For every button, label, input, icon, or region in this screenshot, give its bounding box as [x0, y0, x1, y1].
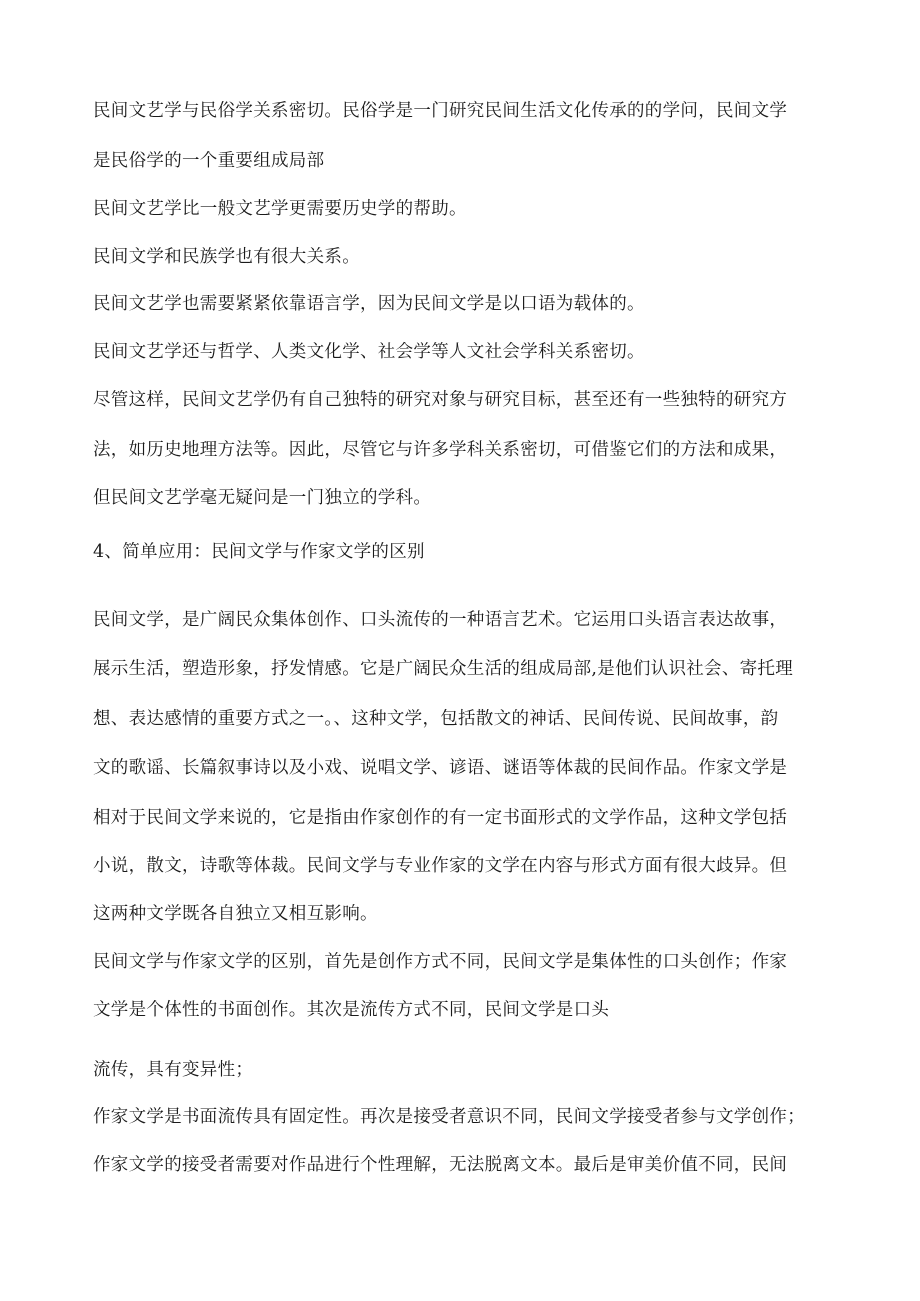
- text-line: 作家文学是书面流传具有固定性。再次是接受者意识不同，民间文学接受者参与文学创作；: [93, 1107, 805, 1127]
- text-line: 民间文学，是广阔民众集体创作、口头流传的一种语言艺术。它运用口头语言表达故事，: [93, 610, 788, 630]
- text-line: 民间文学与作家文学的区别，首先是创作方式不同，民间文学是集体性的口头创作；作家: [93, 952, 788, 972]
- text-line: 是民俗学的一个重要组成局部: [93, 151, 325, 171]
- text-line: 尽管这样，民间文艺学仍有自己独特的研究对象与研究目标，甚至还有一些独特的研究方: [93, 390, 788, 410]
- section-heading: 4、简单应用：民间文学与作家文学的区别: [93, 542, 425, 562]
- text-line: 民间文学和民族学也有很大关系。: [93, 247, 360, 267]
- text-line: 民间文艺学也需要紧紧依靠语言学，因为民间文学是以口语为载体的。: [93, 294, 645, 314]
- text-line: 这两种文学既各自独立又相互影响。: [93, 904, 378, 924]
- text-line: 小说，散文，诗歌等体裁。民间文学与专业作家的文学在内容与形式方面有很大歧异。但: [93, 856, 788, 876]
- text-line: 民间文艺学与民俗学关系密切。民俗学是一门研究民间生活文化传承的的学问，民间文学: [93, 101, 788, 121]
- text-line: 作家文学的接受者需要对作品进行个性理解，无法脱离文本。最后是审美价值不同，民间: [93, 1155, 788, 1175]
- text-line: 法，如历史地理方法等。因此，尽管它与许多学科关系密切，可借鉴它们的方法和成果，: [93, 440, 788, 460]
- text-line: 但民间文艺学毫无疑问是一门独立的学科。: [93, 488, 432, 508]
- text-line: 流传，具有变异性；: [93, 1060, 254, 1080]
- text-line: 文的歌谣、长篇叙事诗以及小戏、说唱文学、谚语、谜语等体裁的民间作品。作家文学是: [93, 758, 788, 778]
- text-line: 民间文艺学还与哲学、人类文化学、社会学等人文社会学科关系密切。: [93, 342, 645, 362]
- text-line: 展示生活，塑造形象，抒发情感。它是广阔民众生活的组成局部,是他们认识社会、寄托理: [93, 659, 794, 679]
- text-line: 想、表达感情的重要方式之一。、这种文学，包括散文的神话、民间传说、民间故事，韵: [93, 709, 779, 729]
- text-line: 文学是个体性的书面创作。其次是流传方式不同，民间文学是口头: [93, 1000, 610, 1020]
- text-line: 相对于民间文学来说的，它是指由作家创作的有一定书面形式的文学作品，这种文学包括: [93, 808, 788, 828]
- text-line: 民间文艺学比一般文艺学更需要历史学的帮助。: [93, 199, 467, 219]
